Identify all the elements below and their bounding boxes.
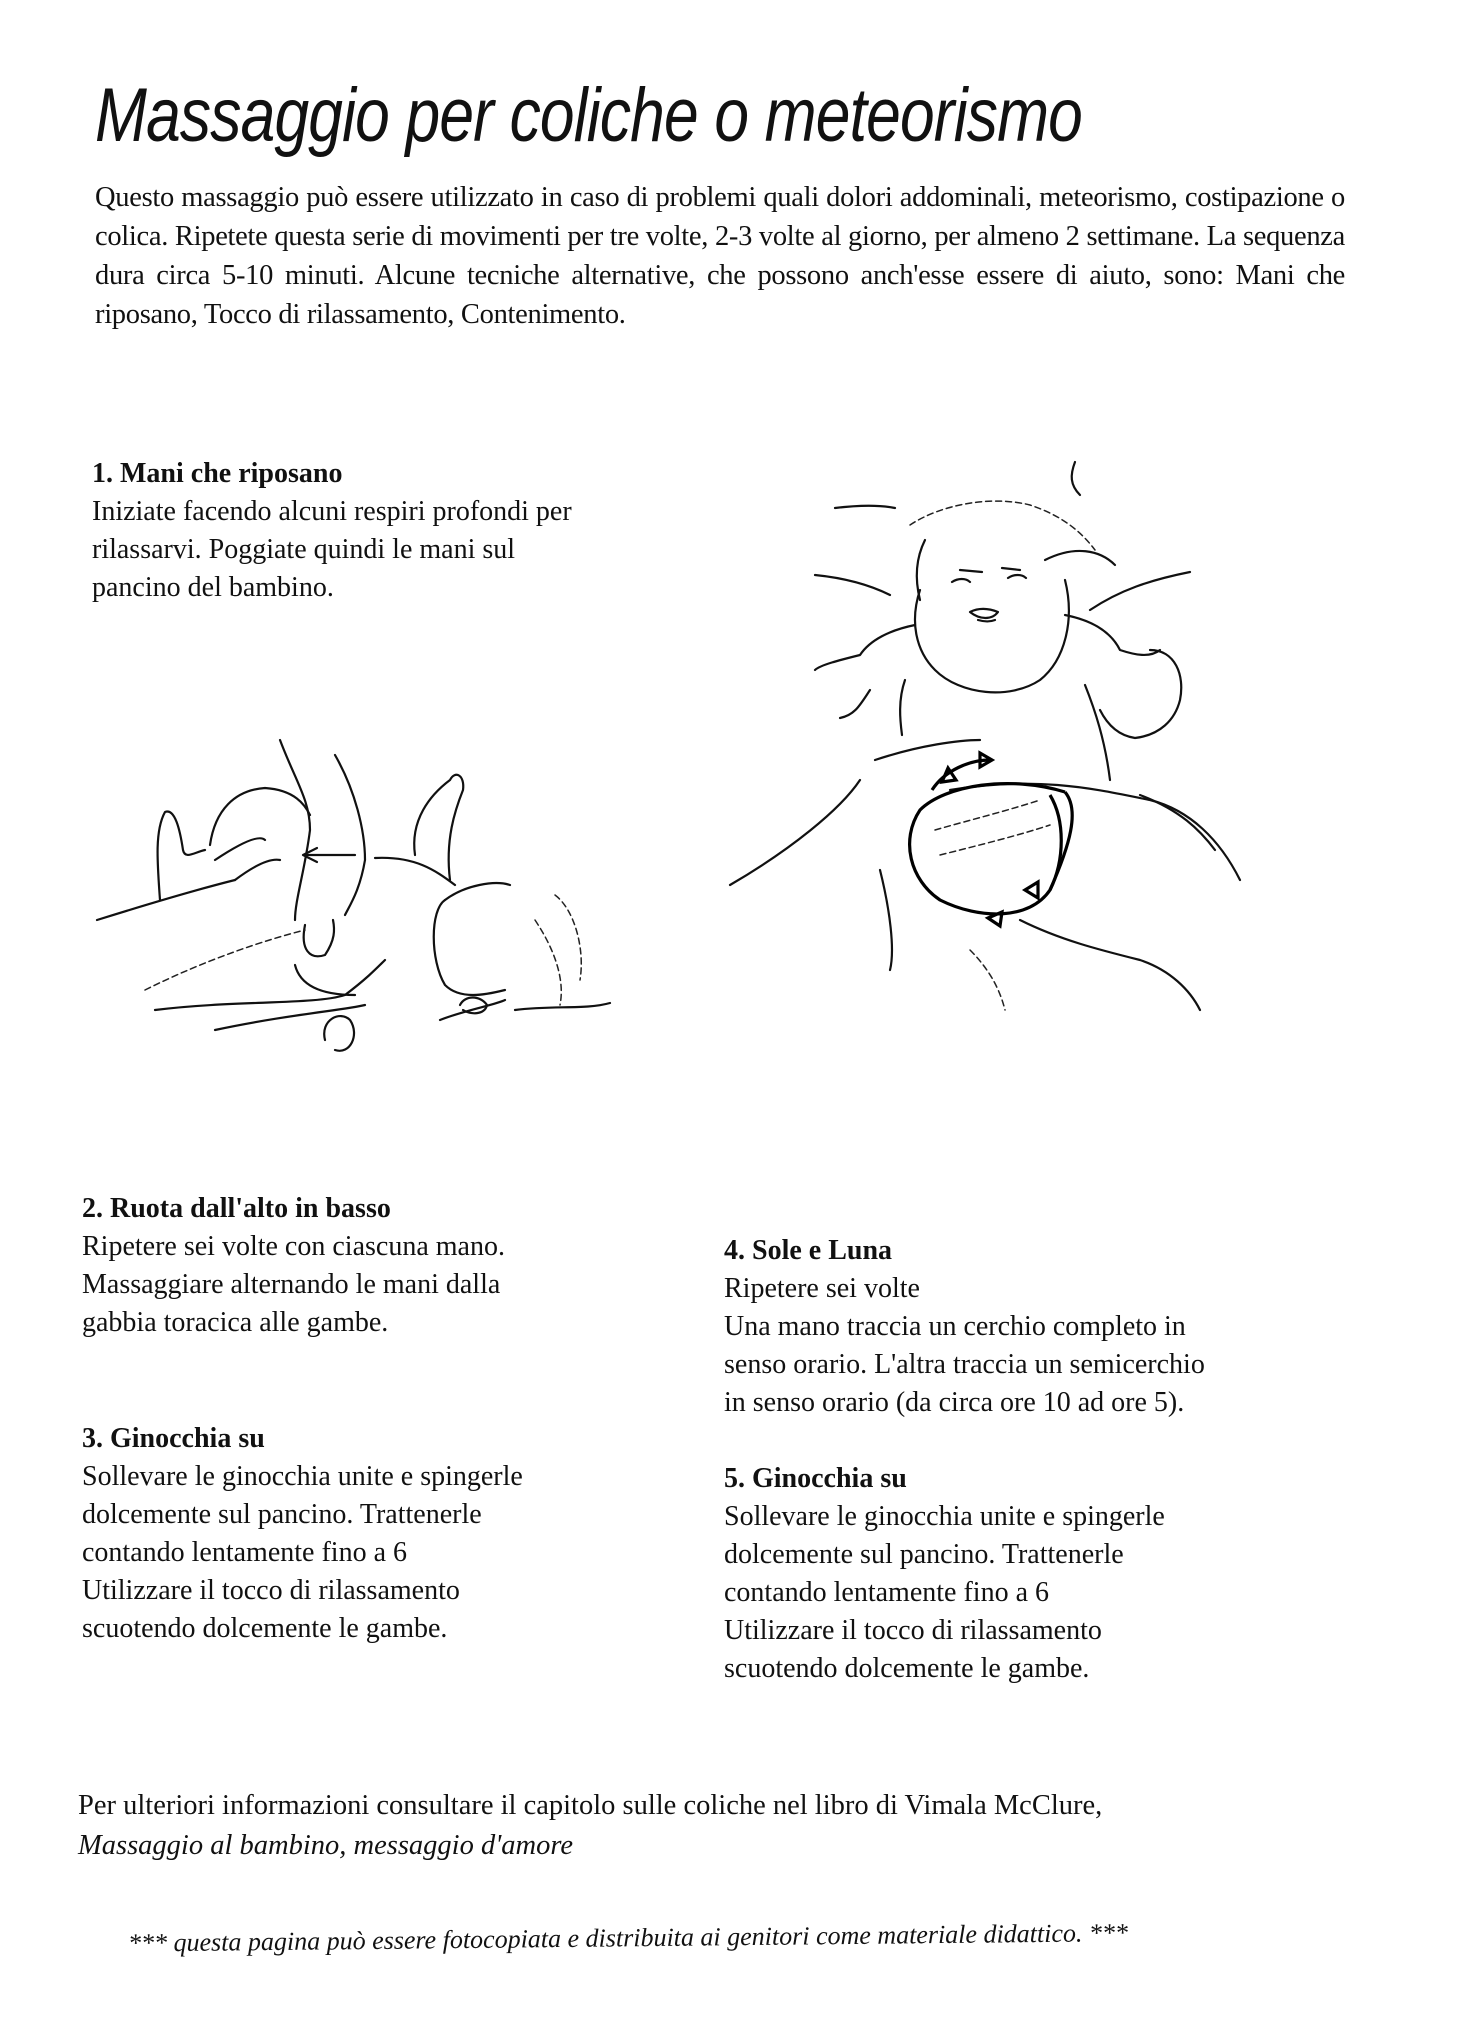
page-title: Massaggio per coliche o meteorismo xyxy=(95,73,1083,158)
reference-footer xyxy=(78,1786,1378,1866)
section-sole-e-luna xyxy=(724,1232,1205,1422)
section-text-line: scuotendo dolcemente le gambe. xyxy=(82,1613,448,1644)
section-text-line: Massaggiare alternando le mani dalla xyxy=(82,1269,501,1300)
section-text-line: pancino del bambino. xyxy=(92,572,334,603)
section-mani-che-riposano xyxy=(92,455,572,607)
reference-text: Per ulteriori informazioni consultare il capitolo sulle coliche nel libro di Vimala McClure, xyxy=(78,1790,1103,1821)
illustration-baby-belly-circle xyxy=(720,450,1280,1210)
section-heading: 5. Ginocchia su xyxy=(724,1463,907,1494)
section-text-line: Ripetere sei volte xyxy=(724,1273,920,1304)
section-text-line: Sollevare le ginocchia unite e spingerle xyxy=(724,1501,1165,1532)
section-text-line: scuotendo dolcemente le gambe. xyxy=(724,1653,1090,1684)
section-text-line: Utilizzare il tocco di rilassamento xyxy=(82,1575,460,1606)
section-text-line: rilassarvi. Poggiate quindi le mani sul xyxy=(92,534,516,565)
section-text-line: dolcemente sul pancino. Trattenerle xyxy=(82,1499,482,1530)
section-text-line: contando lentamente fino a 6 xyxy=(724,1577,1049,1608)
section-text-line: Iniziate facendo alcuni respiri profondi per xyxy=(92,496,572,527)
section-text-line: dolcemente sul pancino. Trattenerle xyxy=(724,1539,1124,1570)
section-ginocchia-su-right xyxy=(724,1460,1165,1688)
section-text-line: Ripetere sei volte con ciascuna mano. xyxy=(82,1231,505,1262)
section-text-line: senso orario. L'altra traccia un semicerchio xyxy=(724,1349,1205,1380)
section-text-line: in senso orario (da circa ore 10 ad ore 5). xyxy=(724,1387,1185,1418)
intro-paragraph: Questo massaggio può essere utilizzato in caso di problemi quali dolori addominali, meteorismo, costipazione o colica. Ripetete questa serie di movimenti per tre volte, 2-3 volte al giorno, per almeno 2 settimane. La sequenza dura circa 5-10 minuti. Alcune tecniche alternative, che possono anch'esse essere di aiuto, sono: Mani che riposano, Tocco di rilassamento, Contenimento. xyxy=(95,182,1345,330)
section-text-line: contando lentamente fino a 6 xyxy=(82,1537,407,1568)
section-heading: 2. Ruota dall'alto in basso xyxy=(82,1193,391,1224)
section-ruota-dallalto-in-basso xyxy=(82,1190,505,1342)
section-text-line: Una mano traccia un cerchio completo in xyxy=(724,1311,1186,1342)
section-ginocchia-su-left xyxy=(82,1420,523,1648)
baby-sitting-drawing xyxy=(720,450,1280,1210)
section-text-line: Sollevare le ginocchia unite e spingerle xyxy=(82,1461,523,1492)
section-heading: 3. Ginocchia su xyxy=(82,1423,265,1454)
section-heading: 1. Mani che riposano xyxy=(92,458,343,489)
book-title: Massaggio al bambino, messaggio d'amore xyxy=(78,1830,574,1861)
section-heading: 4. Sole e Luna xyxy=(724,1235,893,1266)
illustration-hands-on-baby-lying xyxy=(85,720,705,1100)
baby-lying-drawing xyxy=(85,720,705,1100)
photocopy-note: *** questa pagina può essere fotocopiata e distribuita ai genitori come materiale didattico. *** xyxy=(127,1918,1129,1958)
section-text-line: gabbia toracica alle gambe. xyxy=(82,1307,389,1338)
section-text-line: Utilizzare il tocco di rilassamento xyxy=(724,1615,1102,1646)
